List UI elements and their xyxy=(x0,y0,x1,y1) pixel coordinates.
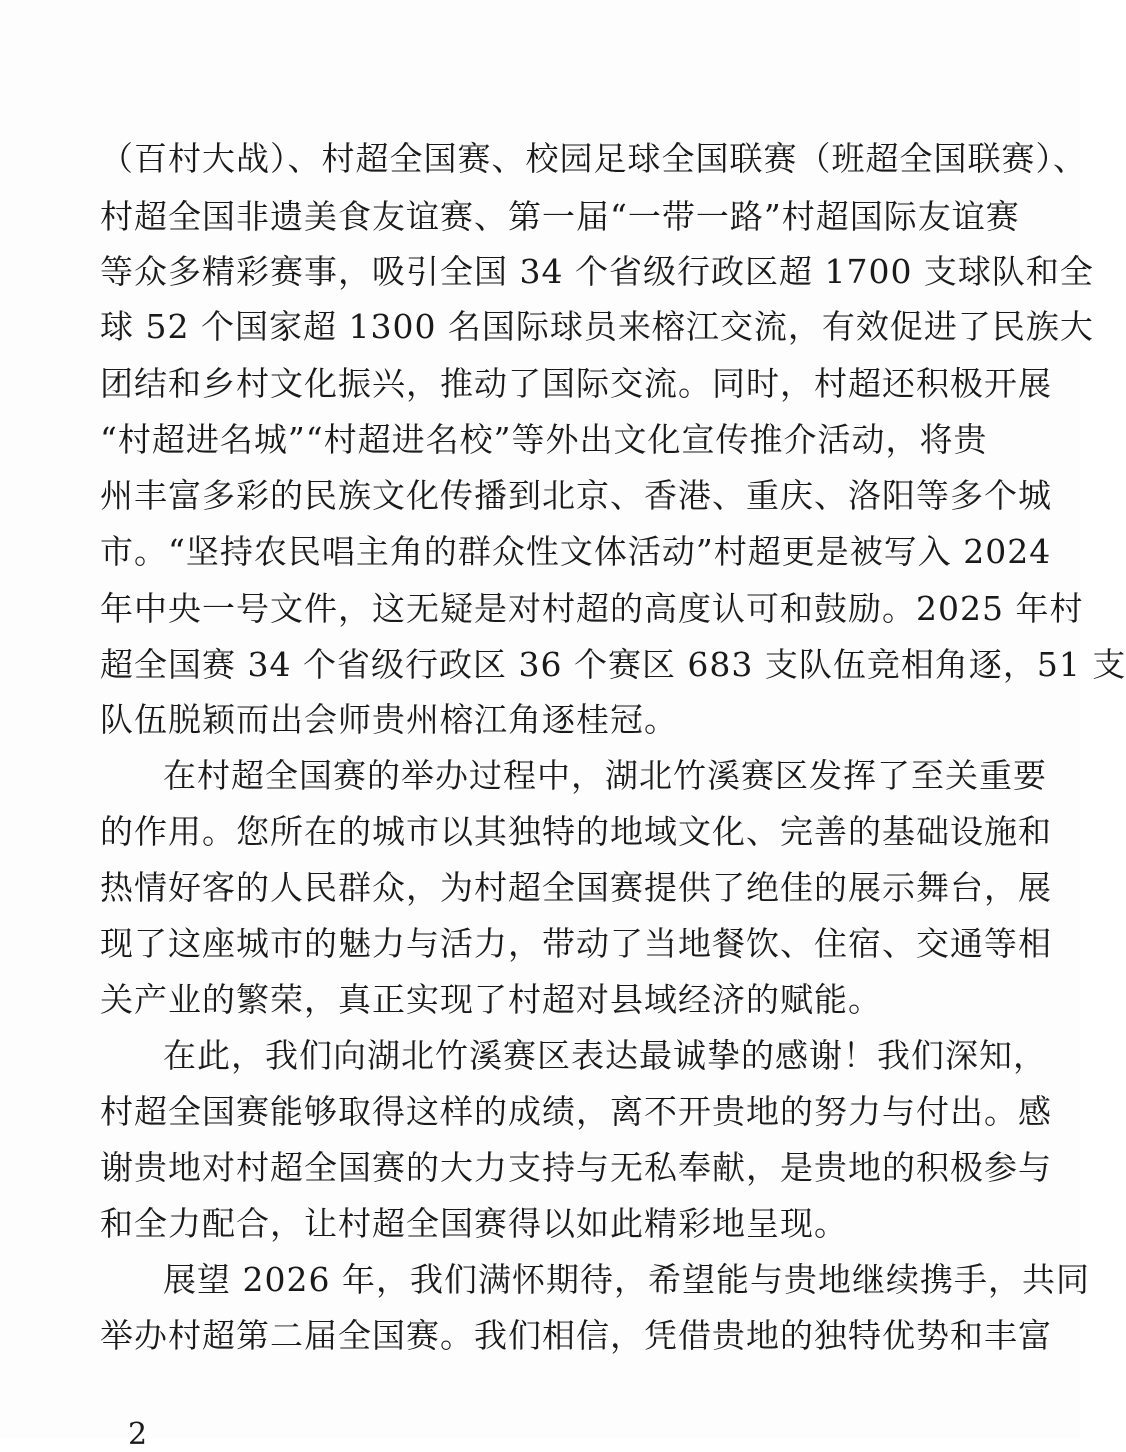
text-line: 村超全国赛能够取得这样的成绩，离不开贵地的努力与付出。感 xyxy=(100,1092,1052,1131)
text-line: 超全国赛 34 个省级行政区 36 个赛区 683 支队伍竞相角逐，51 支 xyxy=(100,645,1126,684)
text-line: （百村大战）、村超全国赛、校园足球全国联赛（班超全国联赛）、 xyxy=(100,139,1087,178)
text-line: 团结和乡村文化振兴，推动了国际交流。同时，村超还积极开展 xyxy=(100,364,1052,403)
text-line: 和全力配合，让村超全国赛得以如此精彩地呈现。 xyxy=(100,1204,848,1243)
text-line: 举办村超第二届全国赛。我们相信，凭借贵地的独特优势和丰富 xyxy=(100,1316,1052,1355)
text-line: 的作用。您所在的城市以其独特的地域文化、完善的基础设施和 xyxy=(100,812,1052,851)
paragraph-first-line: 展望 2026 年，我们满怀期待，希望能与贵地继续携手，共同 xyxy=(163,1260,1090,1299)
text-line: 球 52 个国家超 1300 名国际球员来榕江交流，有效促进了民族大 xyxy=(100,307,1094,346)
paragraph-first-line: 在此，我们向湖北竹溪赛区表达最诚挚的感谢！我们深知， xyxy=(163,1036,1047,1075)
text-line: “村超进名城”“村超进名校”等外出文化宣传推介活动，将贵 xyxy=(100,420,988,459)
text-line: 年中央一号文件，这无疑是对村超的高度认可和鼓励。2025 年村 xyxy=(100,589,1084,628)
text-line: 等众多精彩赛事，吸引全国 34 个省级行政区超 1700 支球队和全 xyxy=(100,252,1094,291)
text-line: 谢贵地对村超全国赛的大力支持与无私奉献，是贵地的积极参与 xyxy=(100,1148,1052,1187)
text-line: 关产业的繁荣，真正实现了村超对县域经济的赋能。 xyxy=(100,980,882,1019)
text-line: 州丰富多彩的民族文化传播到北京、香港、重庆、洛阳等多个城 xyxy=(100,476,1052,515)
text-line: 现了这座城市的魅力与活力，带动了当地餐饮、住宿、交通等相 xyxy=(100,924,1052,963)
paragraph-first-line: 在村超全国赛的举办过程中，湖北竹溪赛区发挥了至关重要 xyxy=(163,756,1047,795)
text-line: 队伍脱颖而出会师贵州榕江角逐桂冠。 xyxy=(100,700,678,739)
text-line: 热情好客的人民群众，为村超全国赛提供了绝佳的展示舞台，展 xyxy=(100,868,1052,907)
page-number: 2 xyxy=(128,1417,148,1452)
text-line: 市。“坚持农民唱主角的群众性文体活动”村超更是被写入 2024 xyxy=(100,532,1052,571)
text-line: 村超全国非遗美食友谊赛、第一届“一带一路”村超国际友谊赛 xyxy=(100,197,1020,236)
